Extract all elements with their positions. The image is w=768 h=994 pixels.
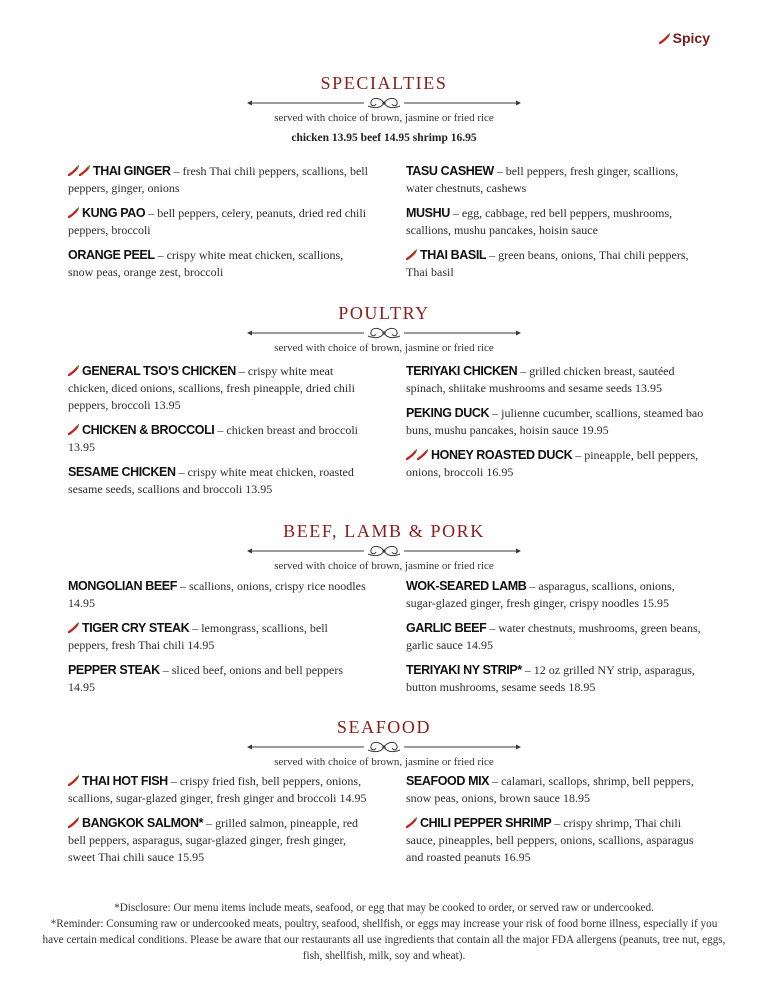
chili-pepper-icon <box>68 424 79 435</box>
chili-pepper-icon <box>68 165 79 176</box>
ornament-divider <box>247 326 521 340</box>
spicy-indicator <box>68 774 79 788</box>
ornament-divider <box>247 740 521 754</box>
allergen-disclaimer <box>40 900 728 964</box>
chili-pepper-icon <box>406 817 417 828</box>
menu-item-name: GENERAL TSO’S CHICKEN <box>82 364 236 378</box>
ornament-divider <box>247 544 521 558</box>
chili-pepper-icon <box>68 622 79 633</box>
menu-item-name: BANGKOK SALMON* <box>82 816 204 830</box>
chili-pepper-icon <box>79 165 90 176</box>
menu-item <box>68 247 368 281</box>
menu-item-name: TERIYAKI NY STRIP* <box>406 663 522 677</box>
ornament-divider <box>247 96 521 110</box>
spicy-indicator <box>68 816 79 830</box>
menu-item-description: – bell peppers, fresh ginger, scallions, water chestnuts, cashews <box>406 164 679 195</box>
menu-item <box>406 773 706 807</box>
menu-item-name: CHICKEN & BROCCOLI <box>82 423 215 437</box>
menu-item-description: – calamari, scallops, shrimp, bell peppers, snow peas, onions, brown sauce 18.95 <box>406 774 694 805</box>
menu-item <box>68 773 368 807</box>
chili-pepper-icon <box>406 249 417 260</box>
menu-item <box>68 662 368 696</box>
section-poultry <box>0 302 768 356</box>
chili-pepper-icon <box>68 207 79 218</box>
menu-item <box>68 815 368 866</box>
menu-item <box>406 163 706 197</box>
menu-item-name: KUNG PAO <box>82 206 146 220</box>
menu-item-name: THAI BASIL <box>420 248 487 262</box>
menu-item <box>68 620 368 654</box>
chili-pepper-icon <box>68 365 79 376</box>
spicy-legend <box>659 30 710 46</box>
menu-item-description: – crispy white meat chicken, diced onions, scallions, fresh pineapple, dried chili peppers, broccoli 13.95 <box>68 364 355 412</box>
section-title: BEEF, LAMB & PORK <box>283 521 485 541</box>
menu-item-name: TIGER CRY STEAK <box>82 621 190 635</box>
menu-item <box>406 662 706 696</box>
menu-item-name: THAI HOT FISH <box>82 774 168 788</box>
menu-item-description: – scallions, onions, crispy rice noodles 14.95 <box>68 579 366 610</box>
seafood-left-column <box>68 773 368 874</box>
spicy-indicator <box>68 423 79 437</box>
section-title: POULTRY <box>338 303 430 323</box>
menu-item-description: – julienne cucumber, scallions, steamed bao buns, mushu pancakes, hoisin sauce 19.95 <box>406 406 704 437</box>
menu-item-name: CHILI PEPPER SHRIMP <box>420 816 552 830</box>
section-subtitle: served with choice of brown, jasmine or fried rice <box>274 560 494 572</box>
spicy-indicator <box>406 816 417 830</box>
menu-item-description: – fresh Thai chili peppers, scallions, bell peppers, ginger, onions <box>68 164 368 195</box>
poultry-left-column <box>68 363 368 506</box>
menu-item-name: PEKING DUCK <box>406 406 490 420</box>
menu-item <box>406 405 706 439</box>
menu-item-description: – egg, cabbage, red bell peppers, mushrooms, scallions, mushu pancakes, hoisin sauce <box>406 206 673 237</box>
menu-item <box>68 363 368 414</box>
spicy-indicator <box>68 164 90 178</box>
menu-item <box>406 620 706 654</box>
section-title: SEAFOOD <box>336 717 432 737</box>
menu-item-name: WOK-SEARED LAMB <box>406 579 527 593</box>
poultry-right-column <box>406 363 706 489</box>
section-subtitle: served with choice of brown, jasmine or fried rice <box>274 342 494 354</box>
protein-prices: chicken 13.95 beef 14.95 shrimp 16.95 <box>291 132 477 144</box>
menu-item-name: GARLIC BEEF <box>406 621 487 635</box>
spicy-indicator <box>68 621 79 635</box>
menu-item-name: HONEY ROASTED DUCK <box>431 448 573 462</box>
spicy-legend-label: Spicy <box>672 30 710 46</box>
specialties-right-column <box>406 163 706 289</box>
menu-item-description: – grilled salmon, pineapple, red bell peppers, asparagus, sugar-glazed ginger, fresh ginger, sweet Thai chili sauce 15.95 <box>68 816 359 864</box>
spicy-indicator <box>68 206 79 220</box>
disclosure-text: *Disclosure: Our menu items include meats, seafood, or egg that may be cooked to order, or served raw or undercooked. <box>114 902 654 914</box>
beef-right-column <box>406 578 706 704</box>
menu-item <box>68 578 368 612</box>
menu-item-description: – bell peppers, celery, peanuts, dried red chili peppers, broccoli <box>68 206 367 237</box>
spicy-indicator <box>406 448 428 462</box>
menu-item-description: – crispy fried fish, bell peppers, onions, scallions, sugar-glazed ginger, fresh ginger and broccoli 14.95 <box>68 774 367 805</box>
menu-item-name: TERIYAKI CHICKEN <box>406 364 518 378</box>
section-beef-lamb-pork <box>0 520 768 574</box>
section-subtitle: served with choice of brown, jasmine or fried rice <box>274 756 494 768</box>
menu-item-name: MUSHU <box>406 206 450 220</box>
menu-item-name: TASU CASHEW <box>406 164 494 178</box>
menu-item-description: – chicken breast and broccoli 13.95 <box>68 423 358 454</box>
section-specialties <box>0 72 768 147</box>
section-seafood <box>0 716 768 770</box>
menu-item-name: SEAFOOD MIX <box>406 774 490 788</box>
seafood-right-column <box>406 773 706 874</box>
menu-item <box>406 247 706 281</box>
menu-item-description: – crispy white meat chicken, roasted sesame seeds, scallions and broccoli 13.95 <box>68 465 354 496</box>
menu-item-description: – grilled chicken breast, sautéed spinach, shiitake mushrooms and sesame seeds 13.95 <box>406 364 675 395</box>
menu-item-description: – pineapple, bell peppers, onions, broccoli 16.95 <box>406 448 699 479</box>
menu-item <box>406 447 706 481</box>
chili-pepper-icon <box>68 775 79 786</box>
menu-item <box>406 815 706 866</box>
menu-item <box>68 163 368 197</box>
spicy-indicator <box>68 364 79 378</box>
menu-item-description: – sliced beef, onions and bell peppers 14.95 <box>68 663 344 694</box>
specialties-left-column <box>68 163 368 289</box>
menu-item <box>406 578 706 612</box>
menu-item-name: MONGOLIAN BEEF <box>68 579 177 593</box>
chili-pepper-icon <box>417 449 428 460</box>
menu-item <box>68 205 368 239</box>
menu-item-description: – water chestnuts, mushrooms, green beans, garlic sauce 14.95 <box>406 621 701 652</box>
menu-item <box>406 205 706 239</box>
section-title: SPECIALTIES <box>320 73 448 93</box>
menu-item-description: – asparagus, scallions, onions, sugar-glazed ginger, fresh ginger, crispy noodles 15.95 <box>406 579 675 610</box>
menu-item-description: – crispy white meat chicken, scallions, snow peas, orange zest, broccoli <box>68 248 344 279</box>
menu-item-name: ORANGE PEEL <box>68 248 155 262</box>
chili-pepper-icon <box>68 817 79 828</box>
menu-item-description: – 12 oz grilled NY strip, asparagus, button mushrooms, sesame seeds 18.95 <box>406 663 695 694</box>
menu-item-name: PEPPER STEAK <box>68 663 160 677</box>
beef-left-column <box>68 578 368 704</box>
menu-item-description: – green beans, onions, Thai chili peppers, Thai basil <box>406 248 689 279</box>
spicy-indicator <box>406 248 417 262</box>
menu-item-name: THAI GINGER <box>93 164 171 178</box>
menu-item <box>68 422 368 456</box>
menu-item-name: SESAME CHICKEN <box>68 465 176 479</box>
menu-item-description: – lemongrass, scallions, bell peppers, fresh Thai chili 14.95 <box>68 621 328 652</box>
section-subtitle: served with choice of brown, jasmine or fried rice <box>274 112 494 124</box>
chili-pepper-icon <box>406 449 417 460</box>
menu-item-description: – crispy shrimp, Thai chili sauce, pineapples, bell peppers, onions, scallions, asparagus and roasted peanuts 16.95 <box>406 816 694 864</box>
menu-item <box>68 464 368 498</box>
reminder-text: *Reminder: Consuming raw or undercooked meats, poultry, seafood, shellfish, or eggs may increase your risk of food borne illness, especially if you have certain medical conditions. Please be aware that our restaurants all use ingredients that contain all the major FDA allergens (peanuts, tree nut, eggs, fish, shellfish, milk, soy and wheat). <box>42 918 726 962</box>
chili-pepper-icon <box>659 33 670 44</box>
menu-item <box>406 363 706 397</box>
